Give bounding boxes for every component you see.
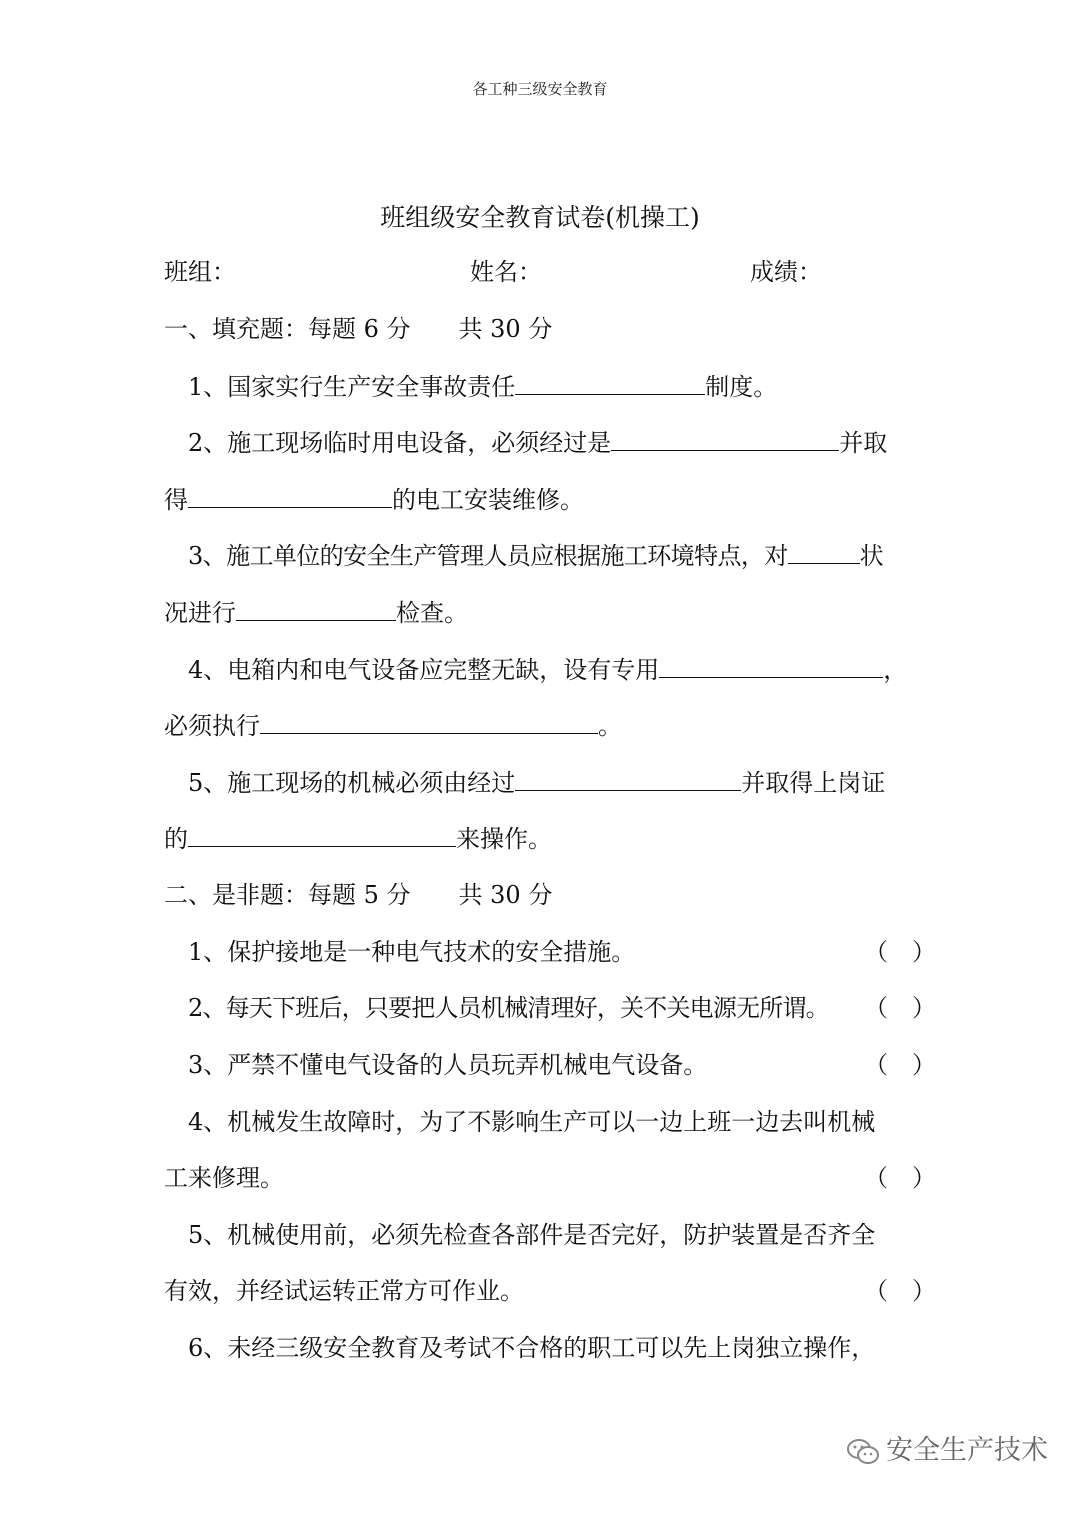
exam-title: 班组级安全教育试卷(机操工) bbox=[380, 203, 700, 232]
answer-blank[interactable] bbox=[659, 651, 883, 678]
answer-parentheses[interactable]: （ ） bbox=[864, 938, 936, 966]
question-text: 2、施工现场临时用电设备，必须经过是 bbox=[188, 429, 612, 457]
tf-question-4-cont: 工来修理。 bbox=[164, 1164, 284, 1192]
question-text: 的 bbox=[164, 825, 188, 853]
page-header: 各工种三级安全教育 bbox=[472, 80, 608, 98]
fill-question-5 bbox=[188, 764, 885, 801]
section2-heading: 二、是非题：每题 5 分 共 30 分 bbox=[164, 881, 553, 909]
answer-blank[interactable] bbox=[611, 424, 839, 451]
question-text: 检查。 bbox=[396, 599, 468, 627]
question-text: 5、施工现场的机械必须由经过 bbox=[188, 769, 516, 797]
fill-question-2 bbox=[188, 424, 887, 461]
wechat-icon bbox=[846, 1437, 880, 1467]
question-text: 状 bbox=[859, 542, 884, 570]
fill-question-3-cont bbox=[164, 594, 468, 631]
fill-question-4-cont bbox=[164, 707, 622, 744]
question-text: 3、施工单位的安全生产管理人员应根据施工环境特点，对 bbox=[188, 542, 788, 570]
fill-question-4 bbox=[188, 651, 907, 688]
tf-question-4: 4、机械发生故障时，为了不影响生产可以一边上班一边去叫机械 bbox=[188, 1108, 876, 1136]
answer-parentheses[interactable]: （ ） bbox=[864, 1051, 936, 1079]
question-text: 必须执行 bbox=[164, 712, 260, 740]
fill-question-1 bbox=[188, 368, 777, 405]
question-text: 并取得上岗证 bbox=[741, 769, 886, 797]
tf-question-5: 5、机械使用前，必须先检查各部件是否完好，防护装置是否齐全 bbox=[188, 1221, 876, 1249]
question-text: 4、电箱内和电气设备应完整无缺，设有专用 bbox=[188, 656, 660, 684]
tf-question-1: 1、保护接地是一种电气技术的安全措施。 bbox=[188, 938, 636, 966]
answer-blank[interactable] bbox=[515, 764, 741, 791]
fill-question-5-cont bbox=[164, 820, 552, 857]
question-text: 况进行 bbox=[164, 599, 236, 627]
watermark-text: 安全生产技术 bbox=[886, 1435, 1048, 1466]
tf-question-3: 3、严禁不懂电气设备的人员玩弄机械电气设备。 bbox=[188, 1051, 708, 1079]
watermark bbox=[846, 1428, 1048, 1467]
answer-blank[interactable] bbox=[515, 368, 705, 395]
answer-parentheses[interactable]: （ ） bbox=[864, 1164, 936, 1192]
tf-question-5-cont: 有效，并经试运转正常方可作业。 bbox=[164, 1277, 524, 1305]
question-text: ， bbox=[883, 656, 908, 684]
answer-blank[interactable] bbox=[236, 594, 396, 621]
question-text: 。 bbox=[598, 712, 622, 740]
answer-blank[interactable] bbox=[188, 481, 392, 508]
question-text: 1、国家实行生产安全事故责任 bbox=[188, 373, 516, 401]
team-label: 班组： bbox=[164, 258, 236, 286]
name-label: 姓名： bbox=[470, 258, 542, 286]
question-text: 的电工安装维修。 bbox=[392, 486, 584, 514]
score-label: 成绩： bbox=[750, 258, 822, 286]
section1-heading: 一、填充题：每题 6 分 共 30 分 bbox=[164, 315, 553, 343]
tf-question-2: 2、每天下班后，只要把人员机械清理好，关不关电源无所谓。 bbox=[188, 994, 829, 1022]
tf-question-6: 6、未经三级安全教育及考试不合格的职工可以先上岗独立操作， bbox=[188, 1334, 876, 1362]
answer-blank[interactable] bbox=[788, 537, 860, 564]
fill-question-3 bbox=[188, 537, 883, 574]
answer-parentheses[interactable]: （ ） bbox=[864, 1277, 936, 1305]
question-text: 得 bbox=[164, 486, 188, 514]
question-text: 来操作。 bbox=[456, 825, 552, 853]
question-text: 并取 bbox=[839, 429, 888, 457]
answer-parentheses[interactable]: （ ） bbox=[864, 994, 936, 1022]
answer-blank[interactable] bbox=[188, 820, 456, 847]
fill-question-2-cont bbox=[164, 481, 584, 518]
question-text: 制度。 bbox=[705, 373, 778, 401]
answer-blank[interactable] bbox=[260, 707, 598, 734]
